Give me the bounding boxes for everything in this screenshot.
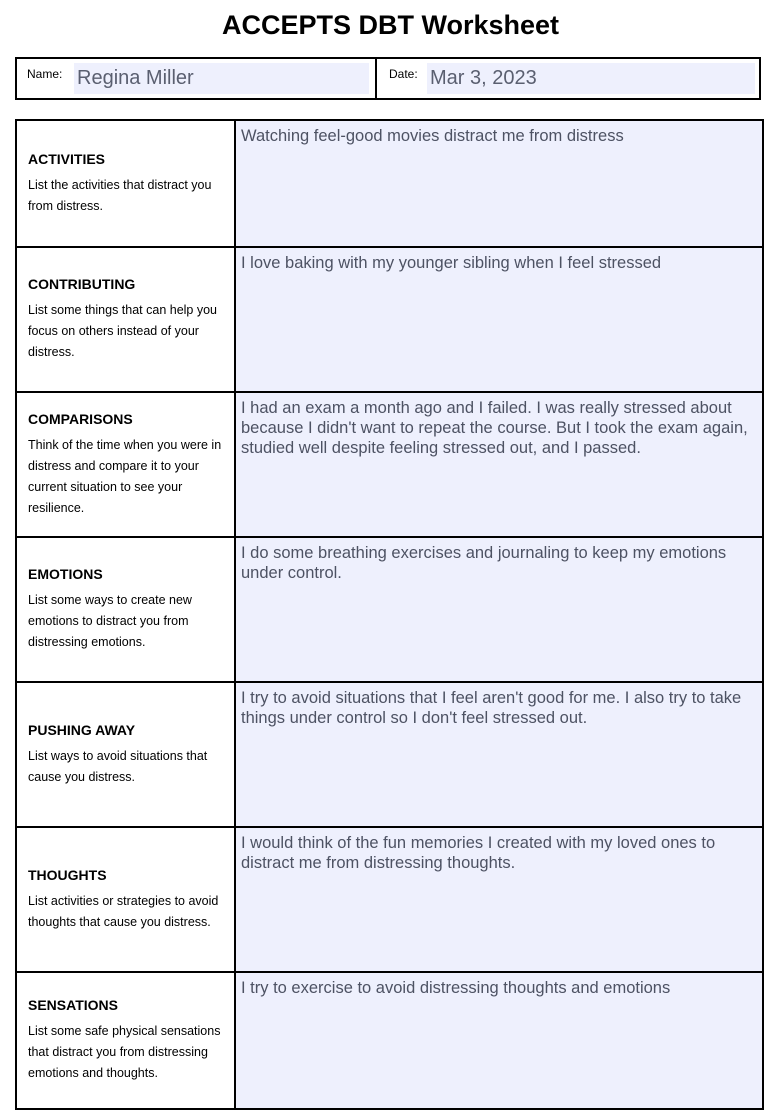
section-description: List some ways to create new emotions to distract you from distressing emotions. bbox=[28, 593, 192, 649]
date-cell bbox=[377, 59, 759, 98]
label-cell bbox=[17, 393, 236, 536]
thoughts-answer-field[interactable]: I would think of the fun memories I created with my loved ones to distract me from distressing thoughts. bbox=[236, 828, 762, 971]
label-cell bbox=[17, 248, 236, 391]
page-title: ACCEPTS DBT Worksheet bbox=[221, 10, 560, 40]
row-comparisons bbox=[17, 393, 762, 538]
label-cell bbox=[17, 538, 236, 681]
label-cell bbox=[17, 683, 236, 826]
row-pushing-away bbox=[17, 683, 762, 828]
section-description: List activities or strategies to avoid thoughts that cause you distress. bbox=[28, 893, 219, 929]
section-description: List some safe physical sensations that distract you from distressing emotions and thoughts. bbox=[28, 1024, 221, 1080]
section-title: EMOTIONS bbox=[28, 566, 103, 582]
date-label: Date: bbox=[389, 67, 418, 81]
row-sensations bbox=[17, 973, 762, 1108]
section-title: PUSHING AWAY bbox=[28, 721, 136, 738]
label-cell bbox=[17, 121, 236, 246]
emotions-answer-field[interactable]: I do some breathing exercises and journaling to keep my emotions under control. bbox=[236, 538, 762, 681]
label-cell bbox=[17, 973, 236, 1108]
comparisons-answer-field[interactable]: I had an exam a month ago and I failed. I was really stressed about because I didn't want to repeat the course. But I took the exam again, studied well despite feeling stressed out, and I passed. bbox=[236, 393, 762, 536]
row-activities bbox=[17, 121, 762, 248]
worksheet-table bbox=[15, 119, 764, 1110]
name-label: Name: bbox=[27, 67, 63, 81]
section-description: List some things that can help you focus on others instead of your distress. bbox=[28, 303, 218, 359]
sensations-answer-field[interactable]: I try to exercise to avoid distressing thoughts and emotions bbox=[236, 973, 762, 1108]
name-cell bbox=[17, 59, 377, 98]
label-cell bbox=[17, 828, 236, 971]
pushing-away-answer-field[interactable]: I try to avoid situations that I feel aren't good for me. I also try to take things under control so I don't feel stressed out. bbox=[236, 683, 762, 826]
row-thoughts bbox=[17, 828, 762, 973]
activities-answer-field[interactable]: Watching feel-good movies distract me from distress bbox=[236, 121, 762, 246]
contributing-answer-field[interactable]: I love baking with my younger sibling when I feel stressed bbox=[236, 248, 762, 391]
section-description: List ways to avoid situations that cause you distress. bbox=[28, 748, 208, 784]
section-title: CONTRIBUTING bbox=[28, 276, 136, 292]
section-description: Think of the time when you were in distress and compare it to your current situation to see your resilience. bbox=[28, 437, 222, 515]
row-emotions bbox=[17, 538, 762, 683]
section-description: List the activities that distract you from distress. bbox=[28, 177, 212, 213]
header-fields bbox=[15, 57, 761, 100]
section-title: THOUGHTS bbox=[28, 866, 107, 883]
section-title: SENSATIONS bbox=[28, 997, 118, 1013]
row-contributing bbox=[17, 248, 762, 393]
section-title: COMPARISONS bbox=[28, 410, 133, 427]
name-field[interactable]: Regina Miller bbox=[74, 63, 369, 94]
section-title: ACTIVITIES bbox=[28, 150, 106, 167]
date-field[interactable]: Mar 3, 2023 bbox=[427, 63, 755, 94]
